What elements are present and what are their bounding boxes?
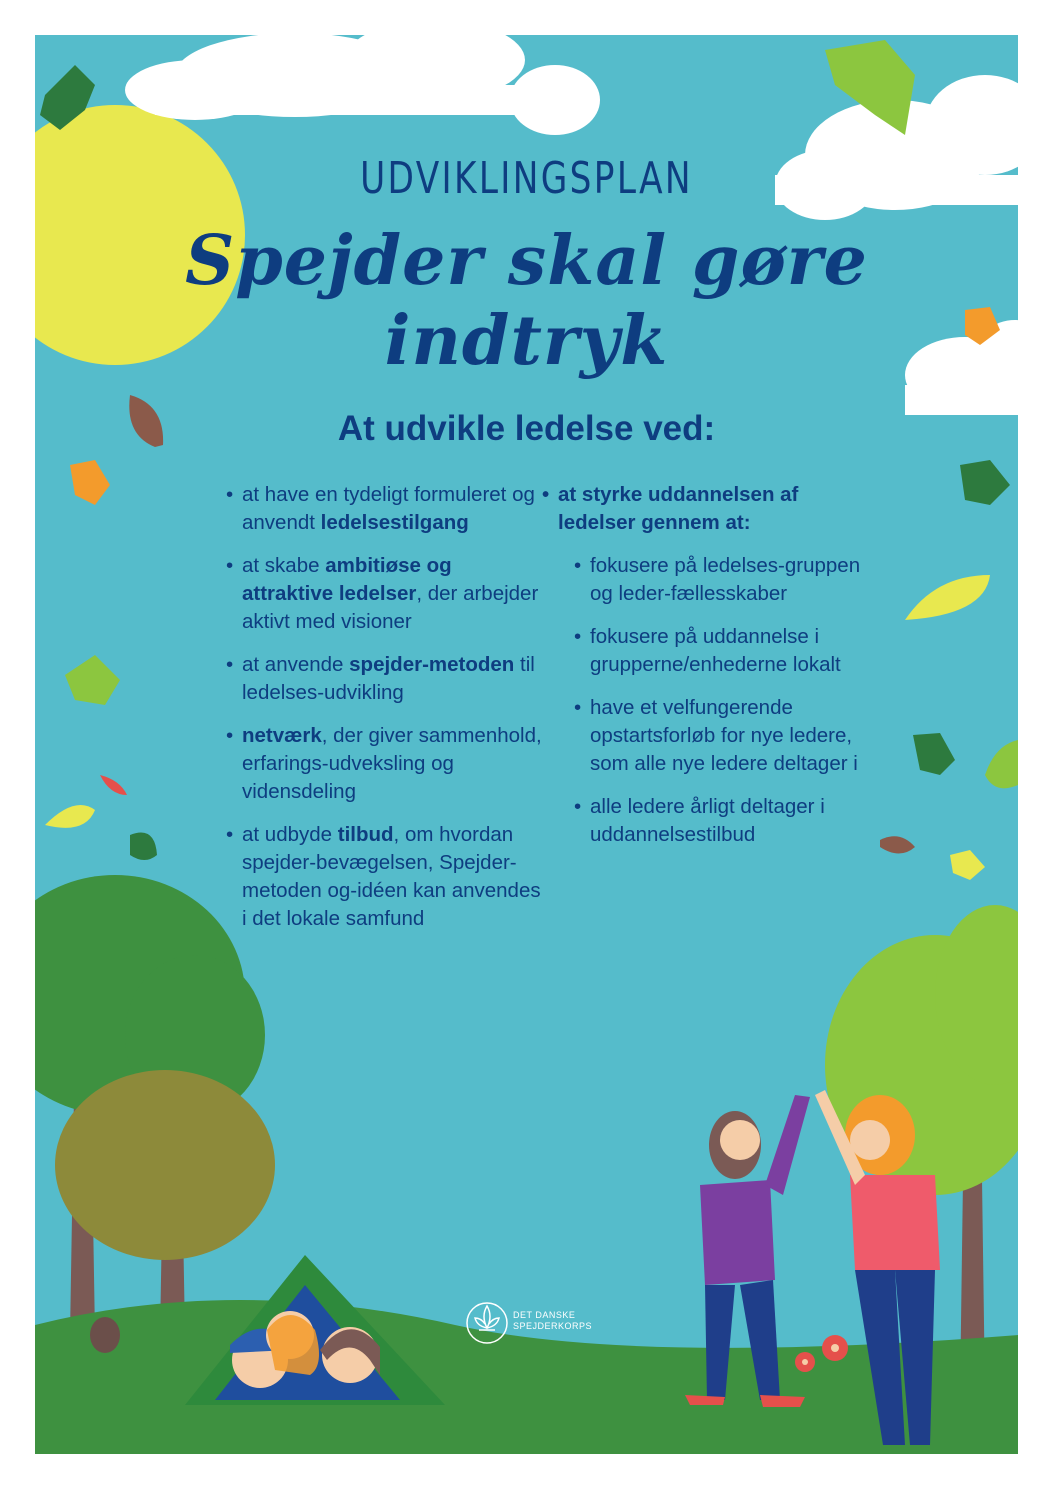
spejderkorps-logo	[465, 1298, 605, 1348]
bullet-text: , om hvordan spejder-bevægelsen, Spejder-metoden og-idéen kan anvendes i det lokale samfund	[242, 823, 541, 930]
plan-subtitle: UDVIKLINGSPLAN	[360, 153, 693, 204]
bullet-lead: • at styrke uddannelsen af ledelser gennem at:	[542, 481, 872, 537]
logo-text	[513, 1310, 592, 1332]
left-column	[226, 481, 546, 948]
bullet-text: at have en tydeligt formuleret og anvendt	[242, 483, 535, 534]
sub-bullet-3: • have et velfungerende opstartsforløb for nye ledere, som alle nye ledere deltager i	[574, 694, 872, 778]
leaf-orange-left	[70, 460, 110, 505]
bullet-bold: ledelsestilgang	[320, 511, 469, 534]
logo-line-1: DET DANSKE	[513, 1310, 576, 1320]
leaf-yellow-right2	[950, 850, 985, 880]
leaf-green-left	[65, 655, 120, 705]
bullet-bold: tilbud	[337, 823, 394, 846]
leaf-brown-right	[880, 836, 915, 853]
bullet-item-4	[226, 722, 546, 806]
logo-line-2: SPEJDERKORPS	[513, 1321, 593, 1331]
sub-bullet-2: • fokusere på uddannelse i grupperne/enhederne lokalt	[574, 623, 872, 679]
leaf-yellow-right	[905, 575, 990, 620]
bullet-text: , der arbejder aktivt med visioner	[242, 582, 539, 633]
bullet-bold: ambitiøse og attraktive ledelser	[242, 554, 452, 605]
leaf-green-small	[130, 833, 157, 861]
leaf-dark-green-right2	[913, 733, 955, 775]
right-column	[542, 481, 872, 864]
bullet-bold: spejder-metoden	[349, 653, 515, 676]
poster	[35, 35, 1018, 1454]
bullet-item-3	[226, 651, 546, 707]
leaf-red	[100, 775, 127, 795]
sub-bullet-1: • fokusere på ledelses-gruppen og leder-fællesskaber	[574, 552, 872, 608]
sub-bullet-4: • alle ledere årligt deltager i uddannelsestilbud	[574, 793, 872, 849]
cloud-top	[125, 35, 600, 135]
bullet-bold: netværk	[242, 724, 322, 747]
bullet-text: at skabe	[242, 554, 326, 577]
bullet-item-5	[226, 821, 546, 933]
bullet-text: at udbyde	[242, 823, 338, 846]
fleur-de-lis-icon	[465, 1298, 509, 1348]
leaf-dark-green-right	[960, 460, 1010, 505]
bullet-text: , der giver sammenhold, erfarings-udveksling og vidensdeling	[242, 724, 542, 803]
bullet-item-1	[226, 481, 546, 537]
bullet-text: at anvende	[242, 653, 350, 676]
leaf-yellow-left	[45, 805, 95, 828]
section-heading: At udvikle ledelse ved:	[337, 409, 716, 448]
bullet-item-2	[226, 552, 546, 636]
leaf-green-edge	[985, 740, 1018, 788]
poster-title: Spejder skal gøre indtryk	[185, 221, 868, 381]
bullet-text: til ledelses-udvikling	[242, 653, 535, 704]
squirrel	[90, 1317, 120, 1353]
